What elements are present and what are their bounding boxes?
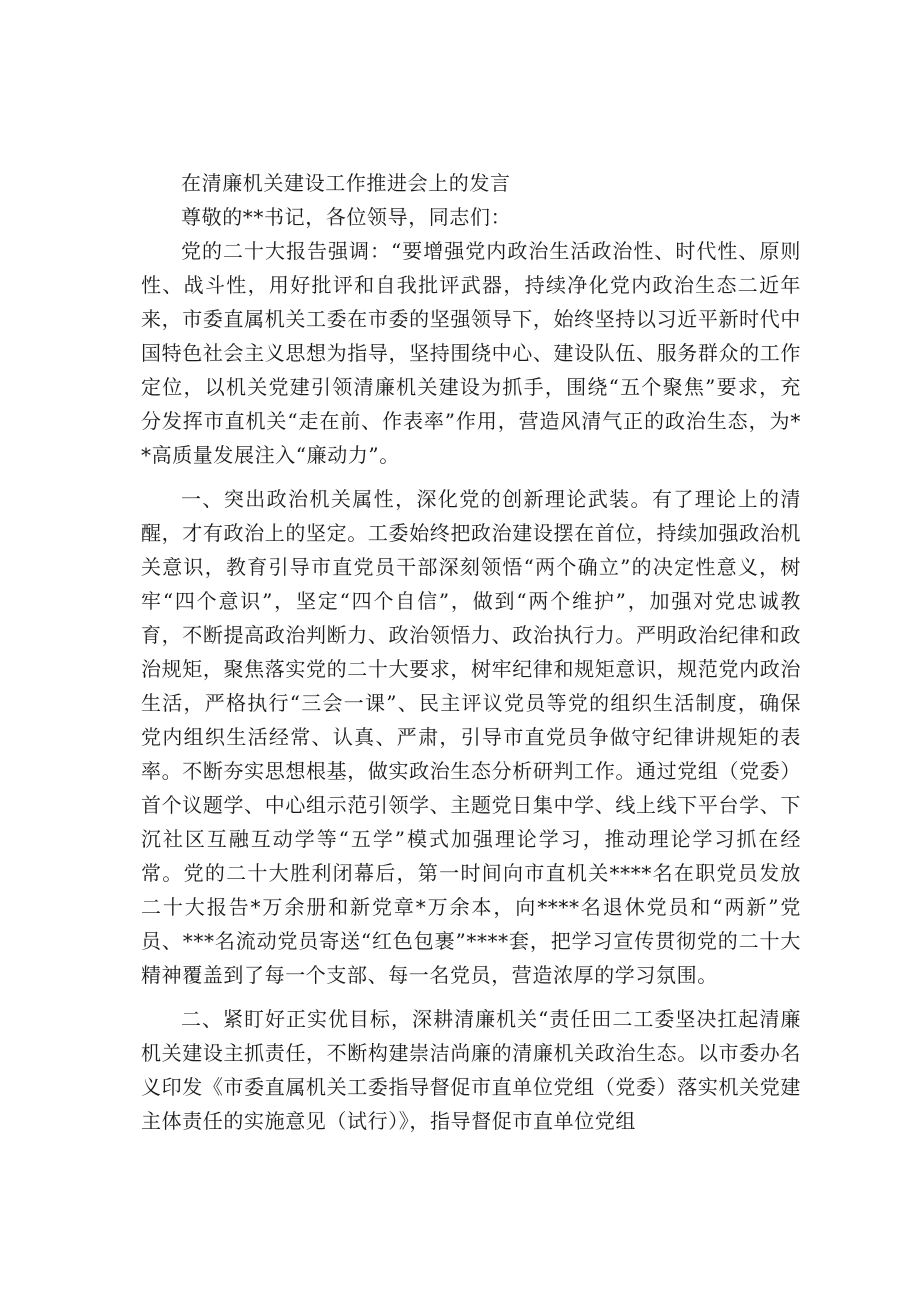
speech-title: 在清廉机关建设工作推进会上的发言 [181,171,511,195]
paragraph-section-one: 一、突出政治机关属性，深化党的创新理论武装。有了理论上的清醒，才有政治上的坚定。工委始终把政治建设摆在首位，持续加强政治机关意识，教育引导市直党员干部深刻领悟“两个确立”的决定性意义，树牢“四个意识”，坚定“四个自信”，做到“两个维护”，加强对党忠诚教育，不断提高政治判断力、政治领悟力、政治执行力。严明政治纪律和政治规矩，聚焦落实党的二十大要求，树牢纪律和规矩意识，规范党内政治生活，严格执行“三会一课”、民主评议党员等党的组织生活制度，确保党内组织生活经常、认真、严肃，引导市直党员争做守纪律讲规矩的表率。不断夯实思想根基，做实政治生态分析研判工作。通过党组（党委）首个议题学、中心组示范引领学、主题党日集中学、线上线下平台学、下沉社区互融互动学等“五学”模式加强理论学习，推动理论学习抓在经常。党的二十大胜利闭幕后，第一时间向市直机关****名在职党员发放二十大报告*万余册和新党章*万余本，向****名退休党员和“两新”党员、***名流动党员寄送“红色包裹”****套，把学习宣传贯彻党的二十大精神覆盖到了每一个支部、每一名党员，营造浓厚的学习氛围。 [141,487,801,987]
paragraph-intro: 党的二十大报告强调：“要增强党内政治生活政治性、时代性、原则性、战斗性，用好批评和自我批评武器，持续净化党内政治生态二近年来，市委直属机关工委在市委的坚强领导下，始终坚持以习近平新时代中国特色社会主义思想为指导，坚持围绕中心、建设队伍、服务群众的工作定位，以机关党建引领清廉机关建设为抓手，围绕“五个聚焦”要求，充分发挥市直机关“走在前、作表率”作用，营造风清气正的政治生态，为**高质量发展注入“廉动力”。 [141,239,801,467]
document-body [141,166,801,1148]
greeting-line: 尊敬的**书记，各位领导，同志们： [181,205,512,229]
paragraph-section-two: 二、紧盯好正实优目标，深耕清廉机关“责任田二工委坚决扛起清廉机关建设主抓责任，不断构建崇洁尚廉的清廉机关政治生态。以市委办名义印发《市委直属机关工委指导督促市直单位党组（党委）落实机关党建主体责任的实施意见（试行）》，指导督促市直单位党组 [141,1007,801,1133]
